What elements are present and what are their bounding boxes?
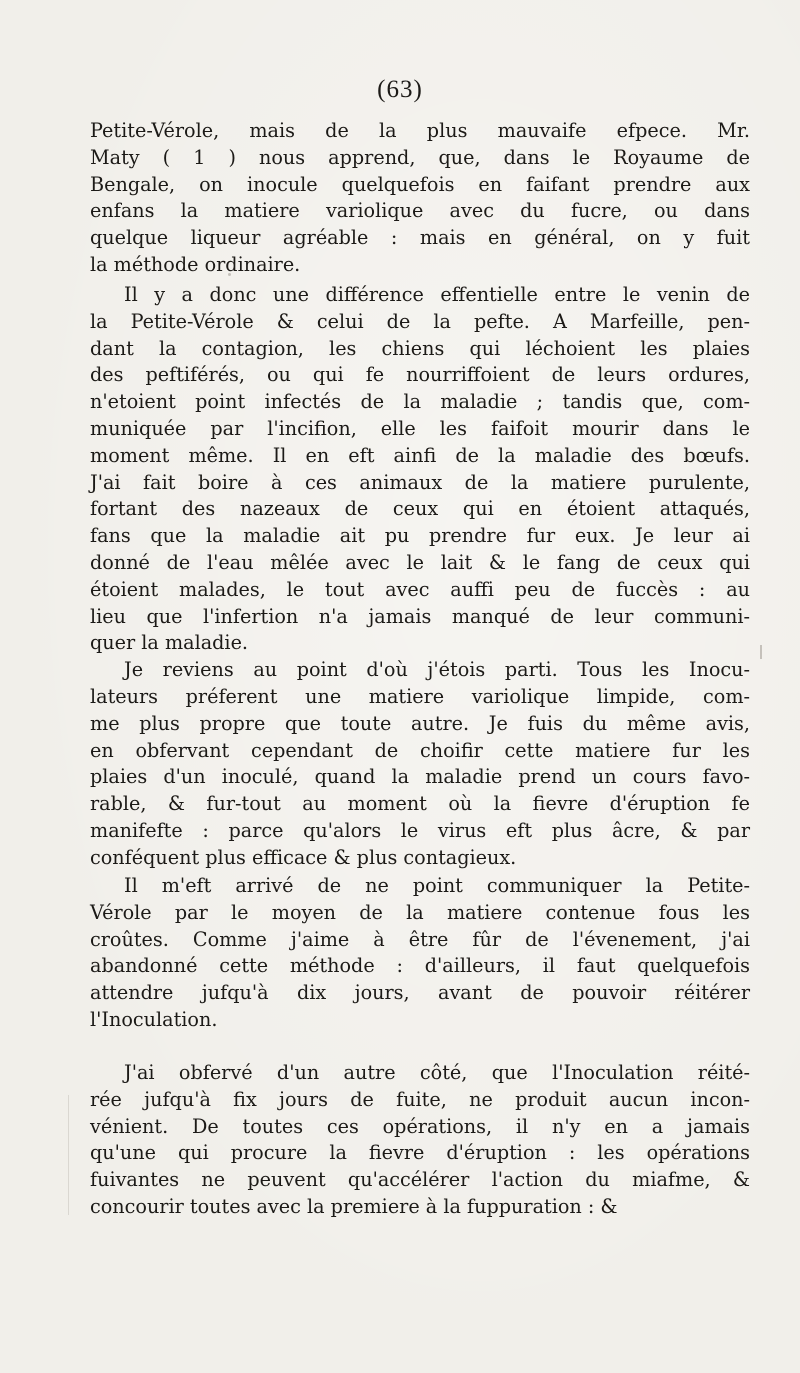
text-line: enfans la matiere variolique avec du fucre, ou dans	[90, 199, 750, 223]
text-line: Il m'eft arrivé de ne point communiquer la Petite-	[124, 874, 750, 897]
text-line: donné de l'eau mêlée avec le lait & le fang de ceux qui	[90, 550, 750, 574]
text-line: Il y a donc une différence effentielle entre le venin de	[124, 283, 750, 306]
scan-speck	[760, 645, 762, 659]
text-line: moment même. Il en eft ainfi de la maladie des bœufs.	[90, 443, 750, 467]
text-line: l'Inoculation.	[90, 1007, 218, 1031]
scan-speck	[68, 1095, 69, 1215]
scan-speck	[228, 273, 231, 276]
paragraph-4	[90, 1060, 750, 1221]
text-line: me plus propre que toute autre. Je fuis du même avis,	[90, 711, 750, 735]
text-line: dant la contagion, les chiens qui léchoient les plaies	[90, 336, 750, 360]
text-line: concourir toutes avec la premiere à la fuppuration : &	[90, 1194, 618, 1218]
paragraph-3	[90, 873, 750, 1034]
text-line: quelque liqueur agréable : mais en général, on y fuit	[90, 226, 750, 250]
text-line: manifefte : parce qu'alors le virus eft plus âcre, & par	[90, 818, 750, 842]
text-line: qu'une qui procure la fievre d'éruption : les opérations	[90, 1141, 750, 1165]
text-line: la méthode ordinaire.	[90, 252, 301, 276]
text-line: vénient. De toutes ces opérations, il n'y en a jamais	[90, 1114, 750, 1138]
page-number: (63)	[377, 76, 423, 103]
text-line: quer la maladie.	[90, 631, 249, 655]
text-line: Maty ( 1 ) nous apprend, que, dans le Royaume de	[90, 145, 750, 169]
text-line: fortant des nazeaux de ceux qui en étoient attaqués,	[90, 497, 750, 521]
text-line: Bengale, on inocule quelquefois en faifant prendre aux	[90, 172, 750, 196]
text-line: en obfervant cependant de choifir cette matiere fur les	[90, 738, 750, 762]
text-line: conféquent plus efficace & plus contagieux.	[90, 845, 517, 869]
text-line: Petite-Vérole, mais de la plus mauvaife efpece. Mr.	[90, 119, 750, 142]
text-line: abandonné cette méthode : d'ailleurs, il faut quelquefois	[90, 954, 750, 978]
paragraph-2	[90, 282, 750, 872]
text-line: lateurs préferent une matiere variolique limpide, com-	[90, 684, 750, 708]
text-line: lieu que l'infertion n'a jamais manqué de leur communi-	[90, 604, 750, 628]
text-line: rable, & fur-tout au moment où la fievre d'éruption fe	[90, 792, 750, 816]
text-line: rée jufqu'à fix jours de fuite, ne produit aucun incon-	[90, 1087, 750, 1111]
text-line: attendre jufqu'à dix jours, avant de pouvoir réitérer	[90, 981, 750, 1005]
text-line: Je reviens au point d'où j'étois parti. Tous les Inocu-	[124, 658, 750, 682]
text-line: fuivantes ne peuvent qu'accélérer l'action du miafme, &	[90, 1168, 750, 1192]
text-line: des peftiférés, ou qui fe nourriffoient de leurs ordures,	[90, 363, 750, 387]
paragraph-1	[90, 118, 750, 279]
text-line: J'ai fait boire à ces animaux de la matiere purulente,	[90, 470, 750, 494]
text-line: fans que la maladie ait pu prendre fur eux. Je leur ai	[90, 524, 750, 548]
text-line: Vérole par le moyen de la matiere contenue fous les	[90, 900, 750, 924]
text-line: croûtes. Comme j'aime à être fûr de l'évenement, j'ai	[90, 927, 750, 951]
text-line: n'etoient point infectés de la maladie ; tandis que, com-	[90, 390, 750, 414]
text-line: la Petite-Vérole & celui de la pefte. A Marfeille, pen-	[90, 309, 750, 333]
text-line: muniquée par l'incifion, elle les faifoit mourir dans le	[90, 416, 750, 440]
text-line: plaies d'un inoculé, quand la maladie prend un cours favo-	[90, 765, 750, 789]
text-line: étoient malades, le tout avec auffi peu de fuccès : au	[90, 577, 750, 601]
text-line: J'ai obfervé d'un autre côté, que l'Inoculation réité-	[124, 1061, 750, 1084]
